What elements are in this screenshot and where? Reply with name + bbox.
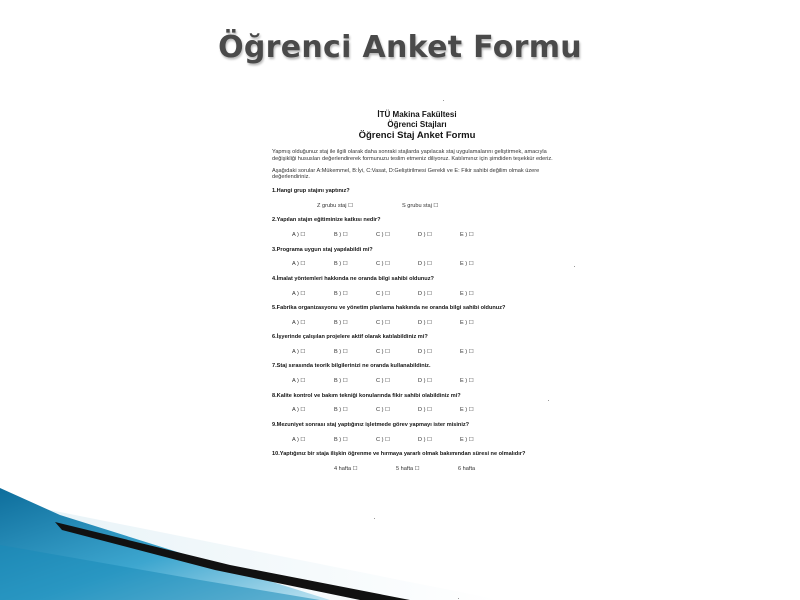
option-checkbox: B ) ☐ (334, 290, 348, 297)
question-6-options (272, 349, 562, 356)
option-checkbox: E ) ☐ (460, 378, 474, 385)
option-checkbox: A ) ☐ (292, 349, 306, 355)
question-5: 5.Fabrika organizasyonu ve yönetim planlama hakkında ne oranda bilgi sahibi oldunuz? (272, 305, 506, 311)
option-checkbox: E ) ☐ (460, 319, 474, 326)
option-checkbox: E ) ☐ (460, 261, 474, 268)
faculty-name: İTÜ Makina Fakültesi (377, 110, 457, 119)
option-checkbox: C ) ☐ (376, 436, 391, 443)
option-checkbox: B ) ☐ (334, 232, 348, 239)
option-checkbox: C ) ☐ (376, 349, 391, 355)
option-checkbox: B ) ☐ (334, 407, 348, 414)
scan-speck (458, 598, 459, 599)
option-checkbox: B ) ☐ (334, 349, 348, 355)
question-9: 9.Mezuniyet sonrası staj yaptığınız işletmede görev yapmayı ister misiniz? (272, 421, 470, 428)
option-checkbox: D ) ☐ (418, 436, 433, 443)
question-6: 6.İşyerinde çalışılan projelere aktif olarak katılabildiniz mi? (272, 334, 428, 341)
option-checkbox: A ) ☐ (292, 232, 306, 239)
option-checkbox: A ) ☐ (292, 319, 306, 326)
question-9-options (272, 437, 562, 444)
option-checkbox: B ) ☐ (334, 261, 348, 268)
question-8-options (272, 407, 562, 414)
option-checkbox: D ) ☐ (418, 232, 433, 239)
option-checkbox: B ) ☐ (334, 436, 348, 443)
option-checkbox: D ) ☐ (418, 290, 433, 297)
scan-speck (374, 518, 375, 519)
question-7: 7.Staj sırasında teorik bilgilerinizi ne oranda kullanabildiniz. (272, 363, 431, 370)
question-2: 2.Yapılan stajın eğitiminize katkısı nedir? (272, 217, 381, 224)
question-5-options (272, 320, 562, 327)
question-1-options (272, 203, 562, 210)
option-checkbox: S grubu staj ☐ (402, 202, 439, 209)
option-checkbox: C ) ☐ (376, 261, 391, 268)
option-checkbox: C ) ☐ (376, 319, 391, 326)
slide-title: Öğrenci Anket Formu (218, 30, 582, 65)
option-checkbox: C ) ☐ (376, 290, 391, 297)
option-checkbox: 5 hafta ☐ (396, 465, 420, 472)
question-1: 1.Hangi grup stajını yaptınız? (272, 188, 350, 195)
option-checkbox: 4 hafta ☐ (334, 465, 358, 472)
option-checkbox: E ) ☐ (460, 407, 474, 414)
question-4-options (272, 291, 562, 298)
option-checkbox: E ) ☐ (460, 349, 474, 355)
option-checkbox: A ) ☐ (292, 436, 306, 443)
option-checkbox: A ) ☐ (292, 290, 306, 297)
option-checkbox: A ) ☐ (292, 261, 306, 268)
option-checkbox: E ) ☐ (460, 232, 474, 239)
option-checkbox: D ) ☐ (418, 378, 433, 385)
option-checkbox: C ) ☐ (376, 378, 391, 385)
form-header (272, 110, 562, 142)
question-10-options (272, 466, 562, 473)
question-8: 8.Kalite kontrol ve bakım tekniği konularında fikir sahibi olabildiniz mi? (272, 392, 461, 399)
option-checkbox: D ) ☐ (418, 349, 433, 355)
rating-scale-note: Aşağıdaki sorular A:Mükemmel, B:İyi, C:Vasat, D:Geliştirilmesi Gerekli ve E: Fikir sahibi değilim olmak üzere değerlendiriniz. (272, 167, 540, 181)
scan-speck (574, 266, 575, 267)
question-3: 3.Programa uygun staj yapılabildi mi? (272, 246, 373, 253)
option-checkbox: E ) ☐ (460, 436, 474, 443)
option-checkbox: B ) ☐ (334, 319, 348, 326)
question-3-options (272, 261, 562, 268)
scan-speck (548, 400, 549, 401)
option-checkbox: Z grubu staj ☐ (317, 202, 354, 209)
option-checkbox: D ) ☐ (418, 319, 433, 326)
option-checkbox: 6 hafta (458, 465, 476, 472)
option-checkbox: D ) ☐ (418, 261, 433, 268)
option-checkbox: E ) ☐ (460, 290, 474, 297)
option-checkbox: A ) ☐ (292, 378, 306, 385)
scan-speck (443, 100, 444, 101)
survey-form-image (272, 110, 562, 520)
option-checkbox: A ) ☐ (292, 407, 306, 414)
option-checkbox: C ) ☐ (376, 407, 391, 414)
form-title: Öğrenci Staj Anket Formu (358, 130, 476, 141)
form-intro: Yapmış olduğunuz staj ile ilgili olarak daha sonraki stajlarda yapılacak staj uygulamalarını geliştirmek, amacıyla değişikliği hususları değerlendirerek formunuzu teslim etmeniz diliyoruz. Katılımınız için şimdiden teşekkür ederiz. (272, 149, 553, 162)
internships-heading: Öğrenci Stajları (387, 120, 447, 129)
question-2-options (272, 232, 562, 239)
option-checkbox: B ) ☐ (334, 378, 348, 385)
question-7-options (272, 378, 562, 385)
option-checkbox: D ) ☐ (418, 407, 433, 414)
option-checkbox: C ) ☐ (376, 232, 391, 239)
question-4: 4.İmalat yöntemleri hakkında ne oranda bilgi sahibi oldunuz? (272, 275, 434, 282)
question-10: 10.Yaptığınız bir staja ilişkin öğrenme ve hırmaya yararlı olmak bakımından süresi ne olmalıdır? (272, 451, 526, 458)
